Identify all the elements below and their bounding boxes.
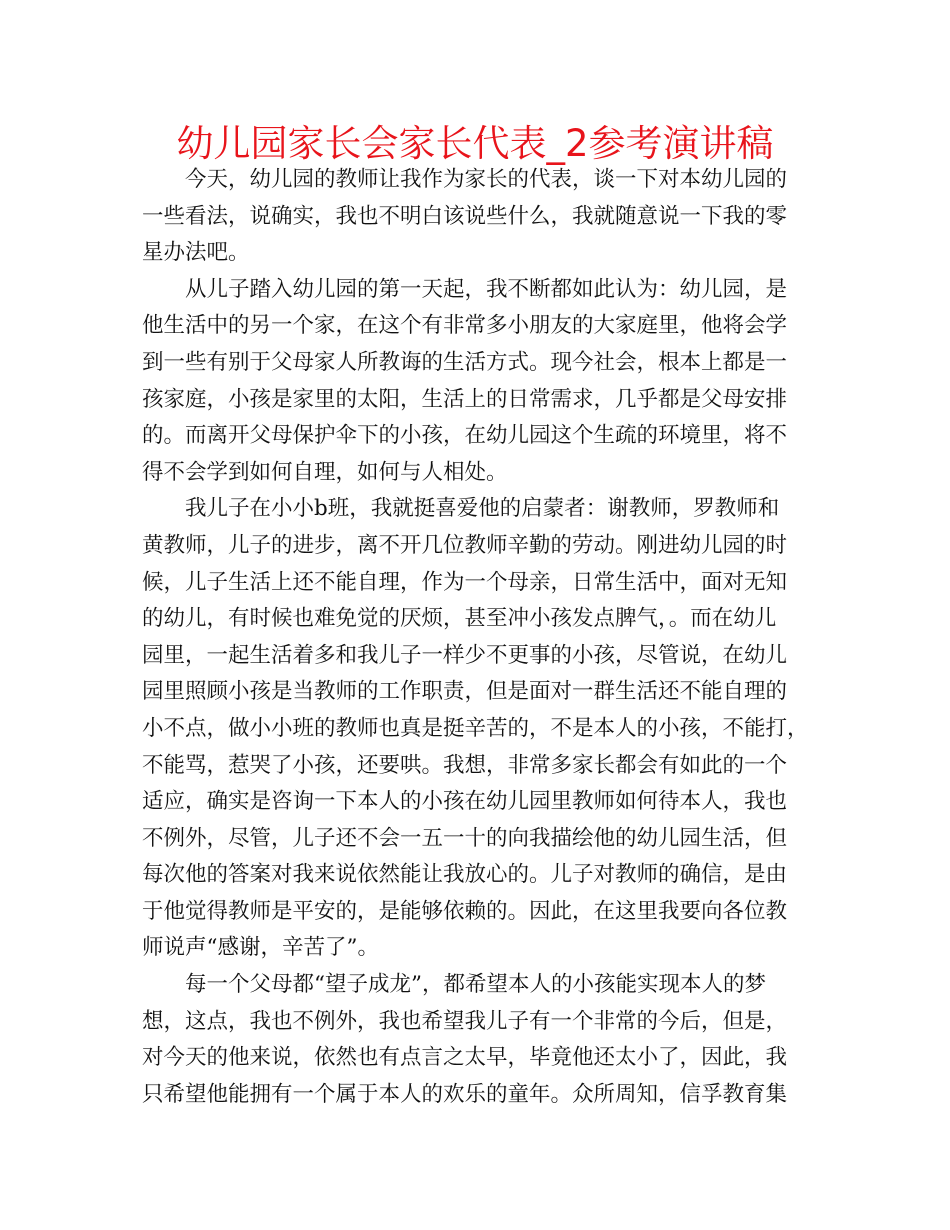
text-line: 不能骂，惹哭了小孩，还要哄。我想，非常多家长都会有如此的一个 [142, 752, 788, 778]
text-line: 一些看法，说确实，我也不明白该说些什么，我就随意说一下我的零 [142, 203, 788, 229]
text-line: 适应，确实是咨询一下本人的小孩在幼儿园里教师如何待本人，我也 [142, 789, 788, 815]
text-line: 他生活中的另一个家，在这个有非常多小朋友的大家庭里，他将会学 [142, 313, 788, 339]
document-title: 幼儿园家长会家长代表_2参考演讲稿 [176, 122, 774, 165]
text-line: 每一个父母都“望子成龙”，都希望本人的小孩能实现本人的梦 [185, 972, 766, 998]
text-line: 到一些有别于父母家人所教诲的生活方式。现今社会，根本上都是一 [142, 349, 788, 375]
text-line: 小不点，做小小班的教师也真是挺辛苦的，不是本人的小孩，不能打， [142, 715, 809, 741]
text-line: 从儿子踏入幼儿园的第一天起，我不断都如此认为：幼儿园，是 [185, 276, 788, 302]
text-line: 的。而离开父母保护伞下的小孩，在幼儿园这个生疏的环境里，将不 [142, 423, 788, 449]
text-line: 得不会学到如何自理，如何与人相处。 [142, 459, 508, 485]
text-line: 每次他的答案对我来说依然能让我放心的。儿子对教师的确信，是由 [142, 862, 788, 888]
text-line: 的幼儿，有时候也难免觉的厌烦，甚至冲小孩发点脾气，。而在幼儿 [142, 606, 777, 632]
text-line: 候，儿子生活上还不能自理，作为一个母亲，日常生活中，面对无知 [142, 569, 788, 595]
paragraph-2 [142, 272, 812, 492]
paragraph-4 [142, 967, 812, 1113]
text-line: 星办法吧。 [142, 240, 250, 266]
text-line: 今天，幼儿园的教师让我作为家长的代表，谈一下对本幼儿园的 [185, 167, 788, 192]
document-body [142, 162, 812, 1113]
text-line: 只希望他能拥有一个属于本人的欢乐的童年。众所周知，信孚教育集 [142, 1081, 788, 1107]
text-line: 我儿子在小小b班，我就挺喜爱他的启蒙者：谢教师，罗教师和 [185, 496, 780, 522]
text-line: 于他觉得教师是平安的，是能够依赖的。因此，在这里我要向各位教 [142, 898, 788, 924]
paragraph-1 [142, 162, 812, 272]
text-line: 黄教师，儿子的进步，离不开几位教师辛勤的劳动。刚进幼儿园的时 [142, 532, 788, 558]
text-line: 不例外，尽管，儿子还不会一五一十的向我描绘他的幼儿园生活，但 [142, 825, 788, 851]
text-line: 孩家庭，小孩是家里的太阳，生活上的日常需求，几乎都是父母安排 [142, 386, 788, 412]
text-line: 师说声“感谢，辛苦了”。 [142, 935, 379, 961]
text-line: 对今天的他来说，依然也有点言之太早，毕竟他还太小了，因此，我 [142, 1045, 788, 1071]
text-line: 园里照顾小孩是当教师的工作职责，但是面对一群生活还不能自理的 [142, 679, 788, 705]
text-line: 想，这点，我也不例外，我也希望我儿子有一个非常的今后，但是， [142, 1008, 788, 1034]
paragraph-3 [142, 491, 812, 967]
text-line: 园里，一起生活着多和我儿子一样少不更事的小孩，尽管说，在幼儿 [142, 642, 788, 668]
